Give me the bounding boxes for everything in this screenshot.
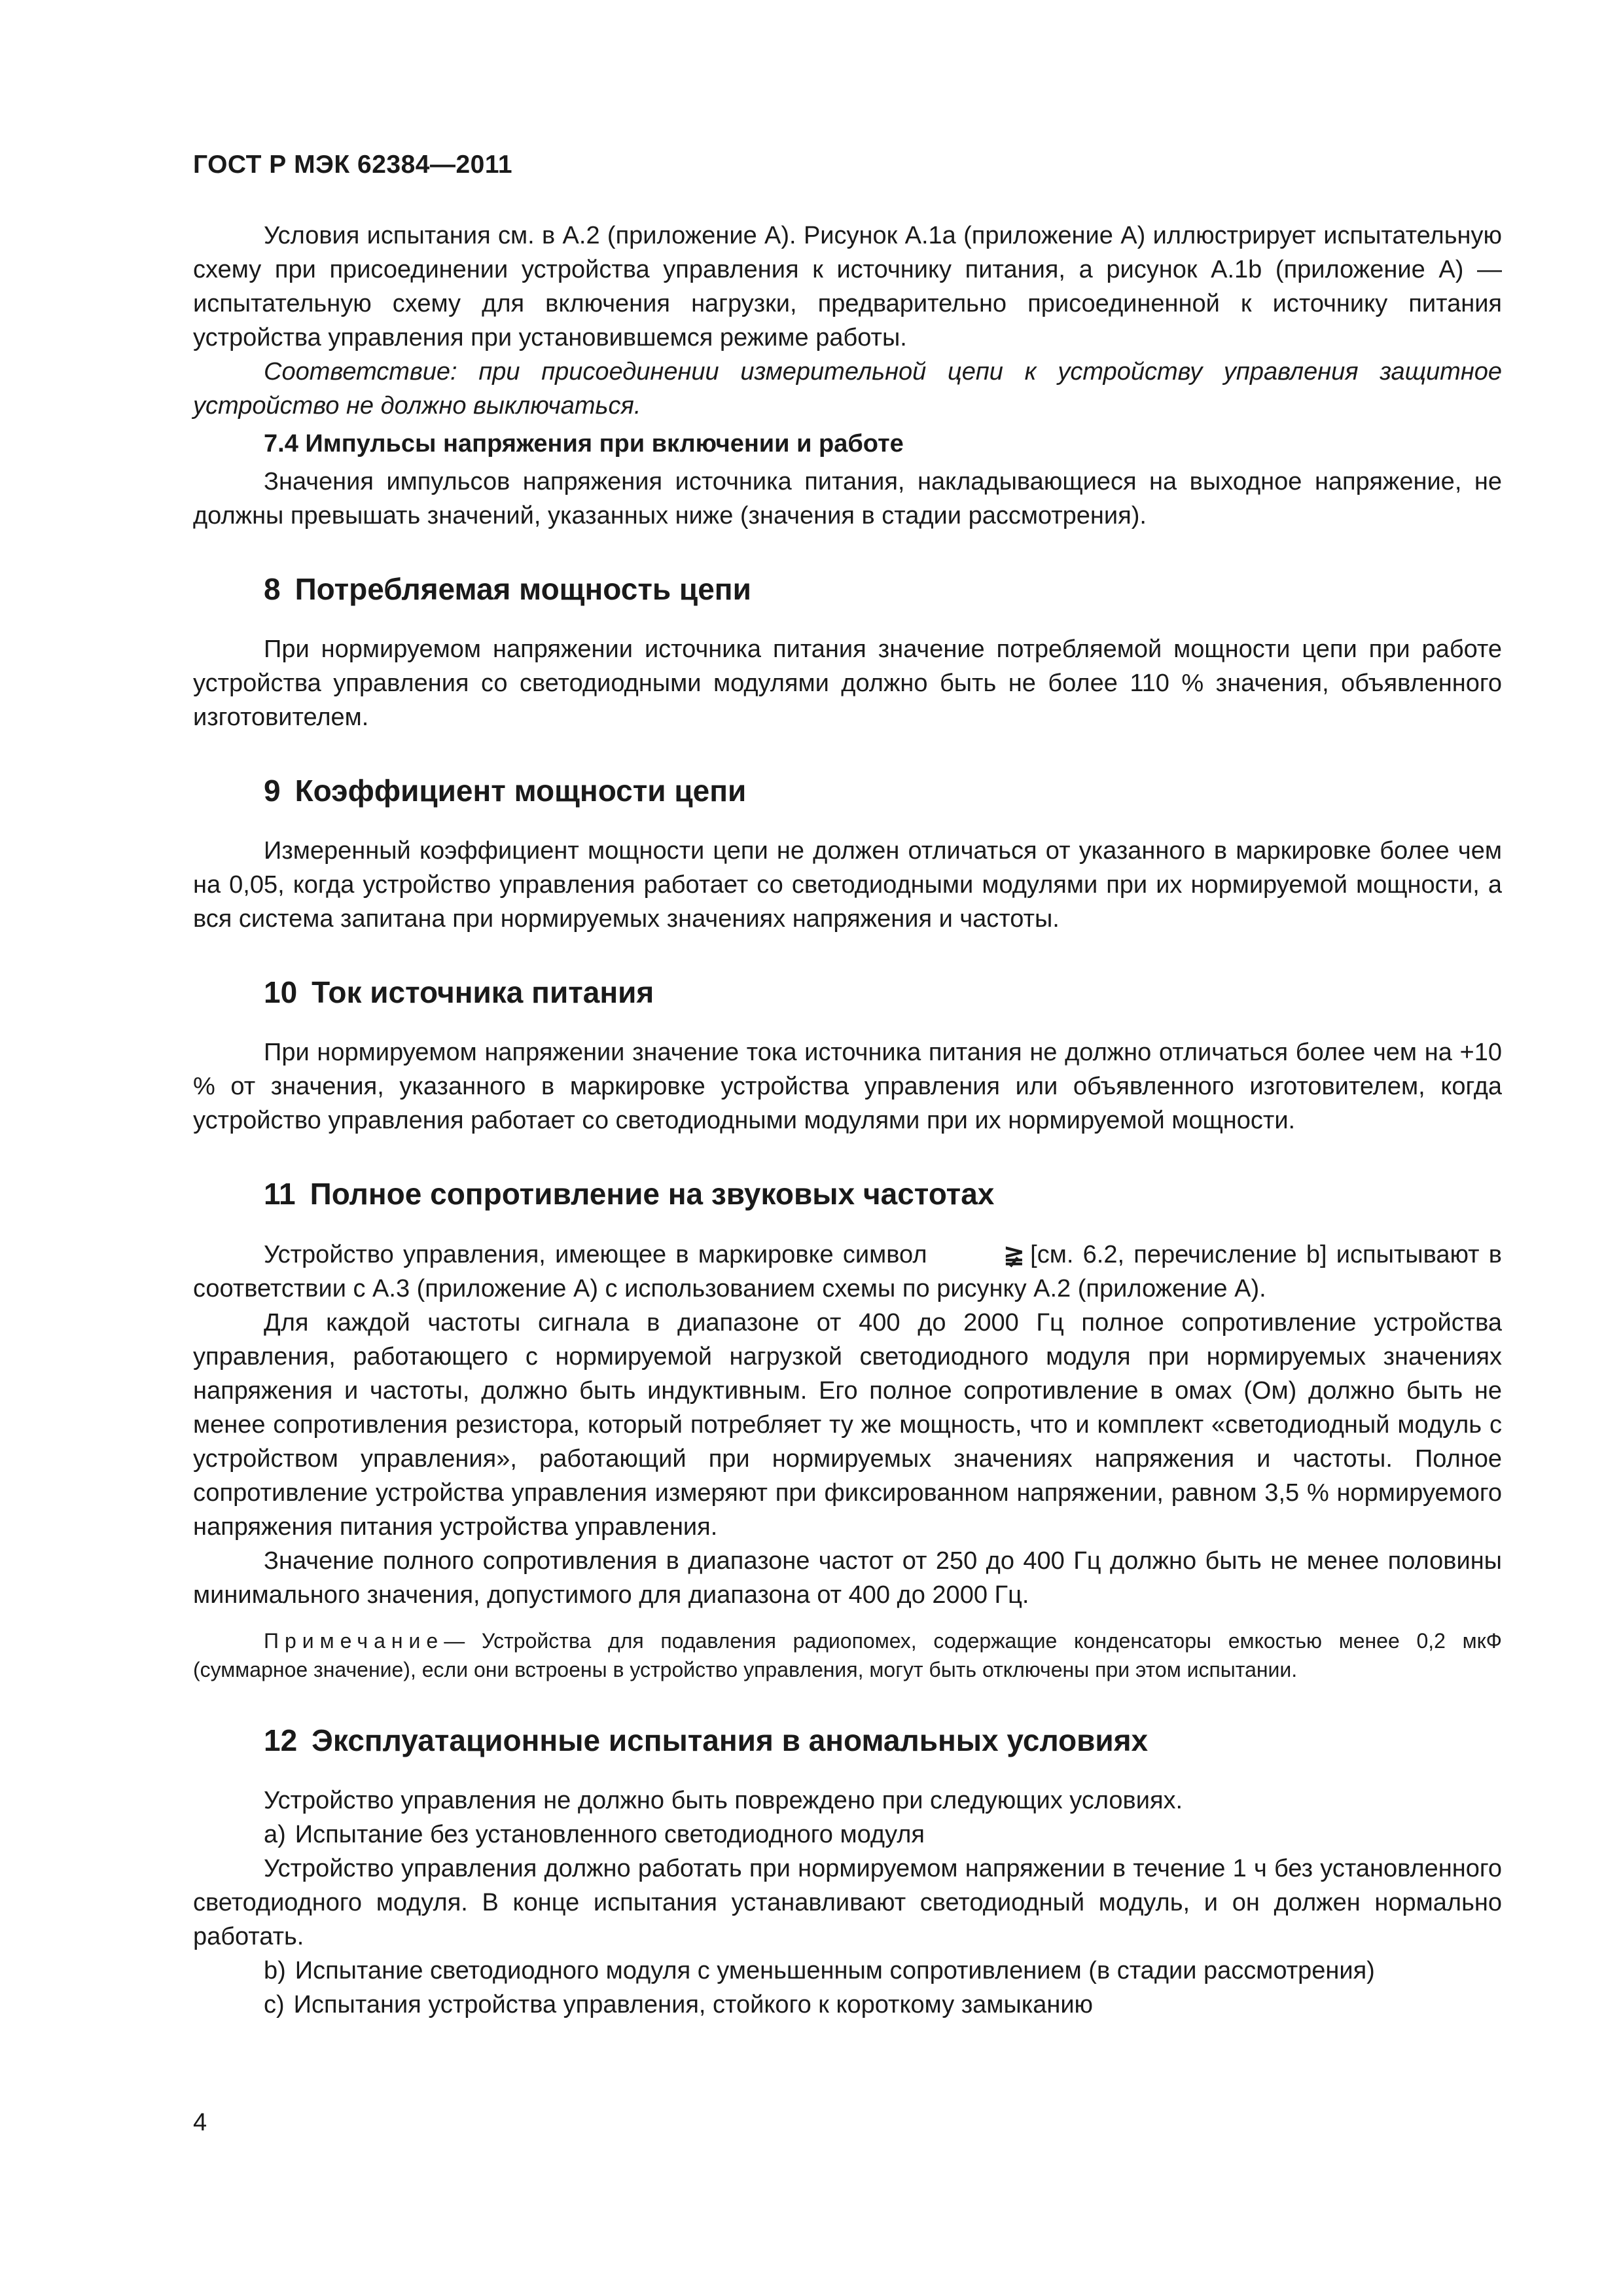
section-heading — [193, 1721, 1502, 1760]
section-number: 9 — [264, 774, 281, 808]
section-title: Эксплуатационные испытания в аномальных условиях — [312, 1723, 1149, 1757]
section-heading — [193, 771, 1502, 810]
section-title: Коэффициент мощности цепи — [294, 774, 747, 808]
subsection-heading: 7.4 Импульсы напряжения при включении и работе — [264, 430, 904, 457]
section-number: 12 — [264, 1723, 298, 1757]
section-heading — [193, 569, 1502, 609]
paragraph: При нормируемом напряжении значение тока источника питания не должно отличаться более чем на +10 % от значения, указанного в маркировке устройства управления или объявленного изготовителем, когда устройство управления работает со светодиодными модулями при их нормируемой мощности. — [193, 1039, 1502, 1134]
document-page — [193, 151, 1502, 2022]
marking-symbol-icon: ≩ — [1003, 1240, 1026, 1268]
paragraph: Измеренный коэффициент мощности цепи не должен отличаться от указанного в маркировке более чем на 0,05, когда устройство управления работает со светодиодными модулями при их нормируемой мощности, а вся система запитана при нормируемых значениях напряжения и частоты. — [193, 837, 1502, 933]
section-number: 8 — [264, 572, 281, 606]
paragraph: Значения импульсов напряжения источника питания, накладывающиеся на выходное напряжение, не должны превышать значений, указанных ниже (значения в стадии рассмотрения). — [193, 468, 1502, 529]
list-item-text: Испытание без установленного светодиодного модуля — [294, 1821, 925, 1848]
compliance-paragraph: Соответствие: при присоединении измерительной цепи к устройству управления защитное устройство не должно выключаться. — [193, 358, 1502, 420]
paragraph-text: Устройство управления, имеющее в маркировке символ — [264, 1241, 927, 1268]
section-title: Полное сопротивление на звуковых частотах — [310, 1177, 995, 1211]
section-heading — [193, 973, 1502, 1012]
section-heading — [193, 1174, 1502, 1213]
paragraph: Значение полного сопротивления в диапазоне частот от 250 до 400 Гц должно быть не менее половины минимального значения, допустимого для диапазона от 400 до 2000 Гц. — [193, 1547, 1502, 1609]
list-item — [193, 1988, 1502, 2022]
section-number: 10 — [264, 975, 298, 1009]
list-marker: с) — [264, 1991, 285, 2018]
note-label: Примечание — [264, 1629, 444, 1653]
paragraph: При нормируемом напряжении источника питания значение потребляемой мощности цепи при работе устройства управления со светодиодными модулями должно быть не более 110 % значения, объявленного изготовителем. — [193, 636, 1502, 731]
paragraph — [193, 1237, 1502, 1306]
section-number: 11 — [264, 1177, 296, 1211]
list-item-text: Испытания устройства управления, стойкого к короткому замыканию — [293, 1991, 1094, 2018]
list-item — [193, 1954, 1502, 1988]
note-text: — Устройства для подавления радиопомех, содержащие конденсаторы емкостью менее 0,2 мкФ (суммарное значение), если они встроены в устройство управления, могут быть отключены при этом испытании. — [193, 1629, 1502, 1681]
paragraph: Условия испытания см. в А.2 (приложение А). Рисунок А.1а (приложение А) иллюстрирует испытательную схему при присоединении устройства управления к источнику питания, а рисунок А.1b (приложение А) — испытательную схему для включения нагрузки, предварительно присоединенной к источнику питания устройства управления при установившемся режиме работы. — [193, 222, 1502, 351]
document-header: ГОСТ Р МЭК 62384—2011 — [193, 151, 513, 179]
list-item-text: Испытание светодиодного модуля с уменьшенным сопротивлением (в стадии рассмотрения) — [294, 1957, 1375, 1984]
section-title: Потребляемая мощность цепи — [294, 572, 751, 606]
paragraph: Устройство управления не должно быть повреждено при следующих условиях. — [264, 1787, 1183, 1814]
paragraph: Для каждой частоты сигнала в диапазоне от 400 до 2000 Гц полное сопротивление устройства управления, работающего с нормируемой нагрузкой светодиодного модуля при нормируемых значениях напряжения и частоты, должно быть индуктивным. Его полное сопротивление в омах (Ом) должно быть не менее сопротивления резистора, который потребляет ту же мощность, что и комплект «светодиодный модуль с устройством управления», работающий при нормируемых значениях напряжения и частоты. Полное сопротивление устройства управления измеряют при фиксированном напряжении, равном 3,5 % нормируемого напряжения питания устройства управления. — [193, 1309, 1502, 1541]
list-marker: b) — [264, 1957, 286, 1984]
paragraph: Устройство управления должно работать при нормируемом напряжении в течение 1 ч без установленного светодиодного модуля. В конце испытания устанавливают светодиодный модуль, и он должен нормально работать. — [193, 1855, 1502, 1950]
paragraph-text: [см. 6.2, перечисление b] испытывают в соответствии с А.3 (приложение А) с использованием схемы по рисунку А.2 (приложение А). — [193, 1241, 1502, 1302]
page-number: 4 — [193, 2109, 207, 2136]
note — [193, 1626, 1502, 1684]
list-marker: а) — [264, 1821, 286, 1848]
list-item — [193, 1818, 1502, 1852]
section-title: Ток источника питания — [312, 975, 654, 1009]
